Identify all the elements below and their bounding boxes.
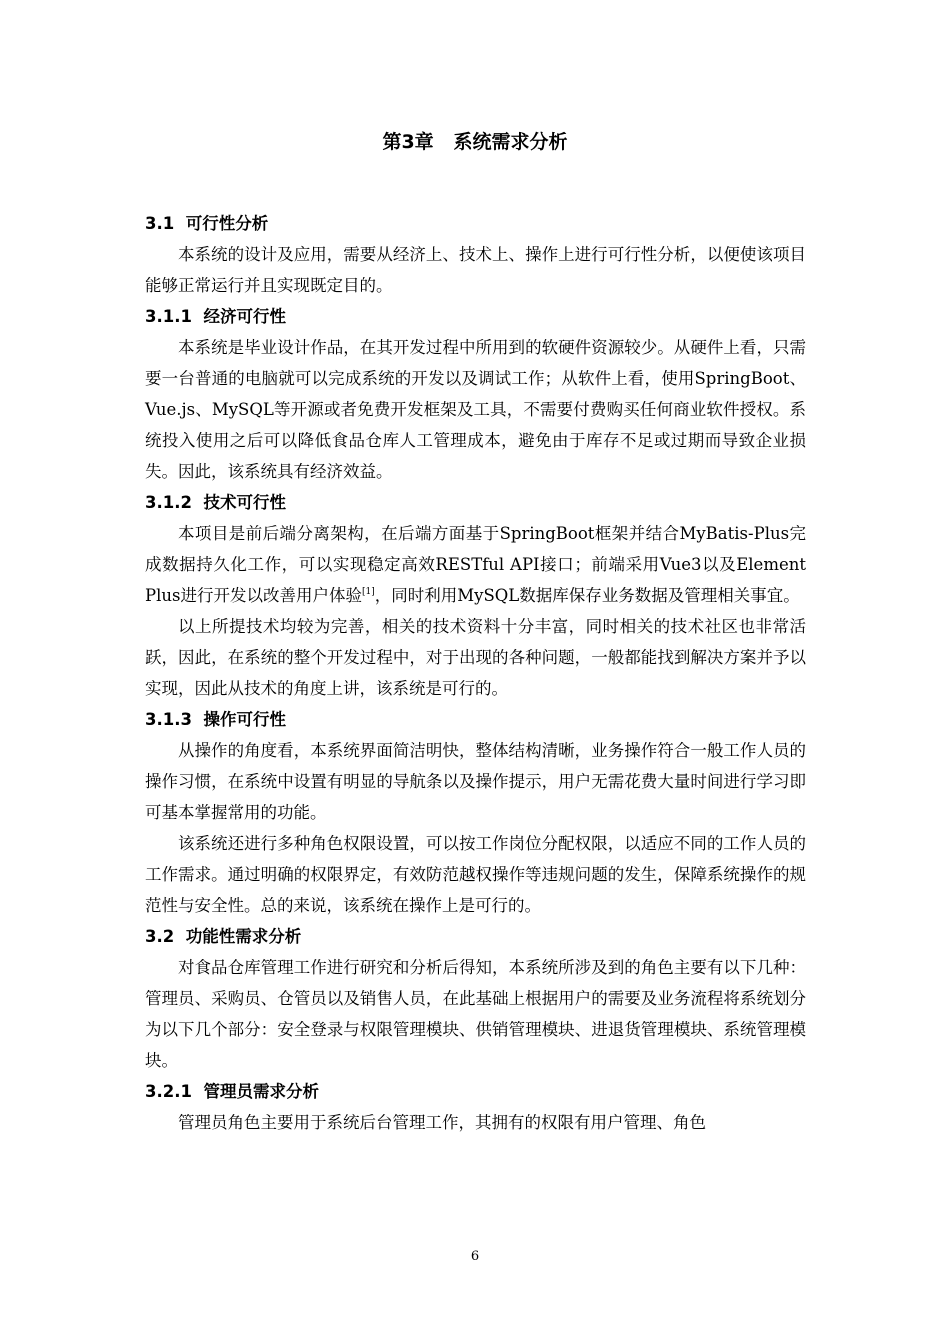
page-body	[145, 208, 806, 1138]
paragraph: 以上所提技术均较为完善，相关的技术资料十分丰富，同时相关的技术社区也非常活跃，因此，在系统的整个开发过程中，对于出现的各种问题，一般都能找到解决方案并予以实现，因此从技术的角度上讲，该系统是可行的。	[145, 617, 806, 698]
paragraph-with-citation	[145, 518, 806, 611]
paragraph: 本系统是毕业设计作品，在其开发过程中所用到的软硬件资源较少。从硬件上看，只需要一台普通的电脑就可以完成系统的开发以及调试工作；从软件上看，使用SpringBoot、Vue.js、MySQL等开源或者免费开发框架及工具，不需要付费购买任何商业软件授权。系统投入使用之后可以降低食品仓库人工管理成本，避免由于库存不足或过期而导致企业损失。因此，该系统具有经济效益。	[145, 338, 806, 481]
paragraph-text: 本项目是前后端分离架构，在后端方面基于SpringBoot框架并结合MyBatis-Plus完成数据持久化工作，可以实现稳定高效RESTful API接口；前端采用Vue3以及Element Plus进行开发以改善用户体验	[145, 524, 806, 605]
paragraph: 对食品仓库管理工作进行研究和分析后得知，本系统所涉及到的角色主要有以下几种：管理员、采购员、仓管员以及销售人员，在此基础上根据用户的需要及业务流程将系统划分为以下几个部分：安全登录与权限管理模块、供销管理模块、进退货管理模块、系统管理模块。	[145, 958, 806, 1070]
paragraph: 该系统还进行多种角色权限设置，可以按工作岗位分配权限，以适应不同的工作人员的工作需求。通过明确的权限界定，有效防范越权操作等违规问题的发生，保障系统操作的规范性与安全性。总的来说，该系统在操作上是可行的。	[145, 834, 806, 915]
section-heading-3-2-1: 3.2.1 管理员需求分析	[145, 1082, 319, 1101]
section-heading-3-1-3: 3.1.3 操作可行性	[145, 710, 286, 729]
page-number: 6	[470, 1249, 480, 1264]
chapter-title: 第3章 系统需求分析	[382, 131, 568, 153]
paragraph: 本系统的设计及应用，需要从经济上、技术上、操作上进行可行性分析，以便使该项目能够正常运行并且实现既定目的。	[145, 245, 806, 295]
section-heading-3-2: 3.2 功能性需求分析	[145, 927, 302, 946]
citation-marker: [1]	[361, 587, 375, 597]
paragraph: 管理员角色主要用于系统后台管理工作，其拥有的权限有用户管理、角色	[178, 1113, 706, 1132]
section-heading-3-1-1: 3.1.1 经济可行性	[145, 307, 286, 326]
section-heading-3-1-2: 3.1.2 技术可行性	[145, 493, 286, 512]
paragraph: 从操作的角度看，本系统界面简洁明快，整体结构清晰，业务操作符合一般工作人员的操作习惯，在系统中设置有明显的导航条以及操作提示，用户无需花费大量时间进行学习即可基本掌握常用的功能。	[145, 741, 806, 822]
paragraph-text: ，同时利用MySQL数据库保存业务数据及管理相关事宜。	[374, 586, 800, 605]
section-heading-3-1: 3.1 可行性分析	[145, 214, 269, 233]
